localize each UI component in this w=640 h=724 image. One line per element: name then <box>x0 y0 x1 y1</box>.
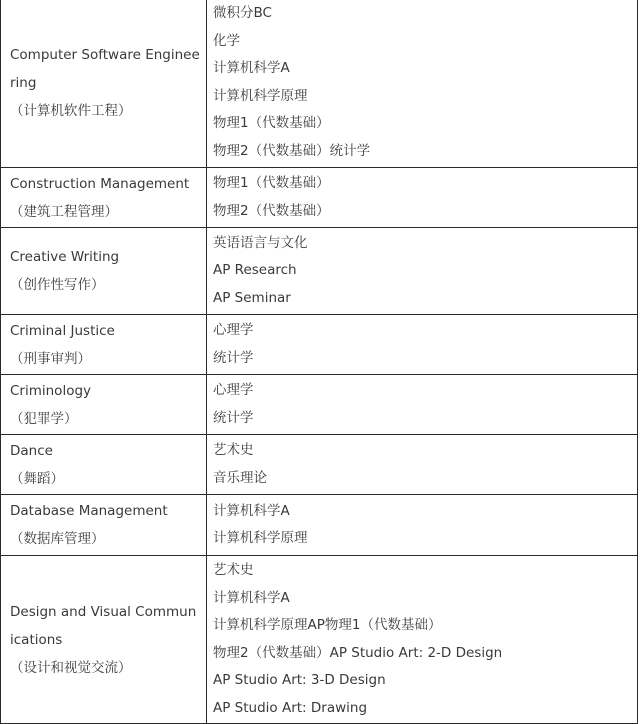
major-cell <box>1 495 207 556</box>
major-name-en: Database Management <box>10 503 168 519</box>
courses-cell <box>207 435 638 495</box>
course-item: 化学 <box>213 32 240 49</box>
table-row <box>1 495 638 556</box>
table-row <box>1 375 638 435</box>
course-item: 物理1（代数基础） <box>213 115 330 131</box>
major-name-cn: （舞蹈） <box>10 470 64 487</box>
course-item: 计算机科学原理 <box>213 530 308 546</box>
courses-cell <box>207 556 638 724</box>
course-item: 物理2（代数基础） <box>213 202 330 219</box>
course-item: 艺术史 <box>213 562 254 578</box>
major-cell <box>1 435 207 495</box>
major-name-cn: （犯罪学） <box>10 410 78 427</box>
major-name-en: Computer Software Engineering <box>10 46 200 91</box>
major-name-cn: （创作性写作） <box>10 277 105 293</box>
table-row <box>1 168 638 228</box>
courses-cell <box>207 228 638 315</box>
course-item: 计算机科学A <box>213 502 290 519</box>
major-name-cn: （建筑工程管理） <box>10 203 118 220</box>
major-name-en: Construction Management <box>10 175 190 192</box>
course-item: AP Seminar <box>213 289 291 306</box>
table-row <box>1 315 638 375</box>
course-item: 物理2（代数基础）AP Studio Art: 2-D Design <box>213 644 503 661</box>
major-name-cn: （数据库管理） <box>10 531 105 547</box>
courses-cell <box>207 168 638 228</box>
major-name-cn: （计算机软件工程） <box>10 102 132 119</box>
major-cell <box>1 375 207 435</box>
major-name-en: Criminology <box>10 382 92 399</box>
course-item: 微积分BC <box>213 5 272 21</box>
major-cell <box>1 315 207 375</box>
course-item: 计算机科学原理 <box>213 87 308 104</box>
courses-cell <box>207 495 638 556</box>
major-name-cn: （刑事审判） <box>10 350 91 367</box>
course-item: 艺术史 <box>213 442 254 458</box>
major-name-en: Creative Writing <box>10 249 120 265</box>
major-cell <box>1 228 207 315</box>
course-item: AP Studio Art: 3-D Design <box>213 672 386 688</box>
major-cell <box>1 168 207 228</box>
course-item: 英语语言与文化 <box>213 234 308 251</box>
major-name-cn: （设计和视觉交流） <box>10 659 132 676</box>
course-item: 物理1（代数基础） <box>213 175 330 191</box>
course-item: 心理学 <box>213 382 254 398</box>
major-cell <box>1 0 207 168</box>
table-row <box>1 556 638 724</box>
major-name-en: Dance <box>10 442 53 459</box>
course-item: 物理2（代数基础）统计学 <box>213 142 371 159</box>
table-row <box>1 0 638 168</box>
courses-cell <box>207 0 638 168</box>
course-item: 计算机科学A <box>213 60 290 76</box>
course-item: 计算机科学A <box>213 589 290 606</box>
courses-cell <box>207 315 638 375</box>
course-item: 心理学 <box>213 322 254 338</box>
course-item: 统计学 <box>213 409 254 426</box>
major-name-en: Design and Visual Communications <box>10 603 197 648</box>
course-item: 统计学 <box>213 349 254 366</box>
major-cell <box>1 556 207 724</box>
table-row <box>1 435 638 495</box>
course-item: AP Research <box>213 262 297 279</box>
course-item: 音乐理论 <box>213 469 267 486</box>
major-name-en: Criminal Justice <box>10 322 115 339</box>
table-row <box>1 228 638 315</box>
courses-cell <box>207 375 638 435</box>
course-item: 计算机科学原理AP物理1（代数基础） <box>213 617 442 633</box>
course-item: AP Studio Art: Drawing <box>213 699 368 716</box>
